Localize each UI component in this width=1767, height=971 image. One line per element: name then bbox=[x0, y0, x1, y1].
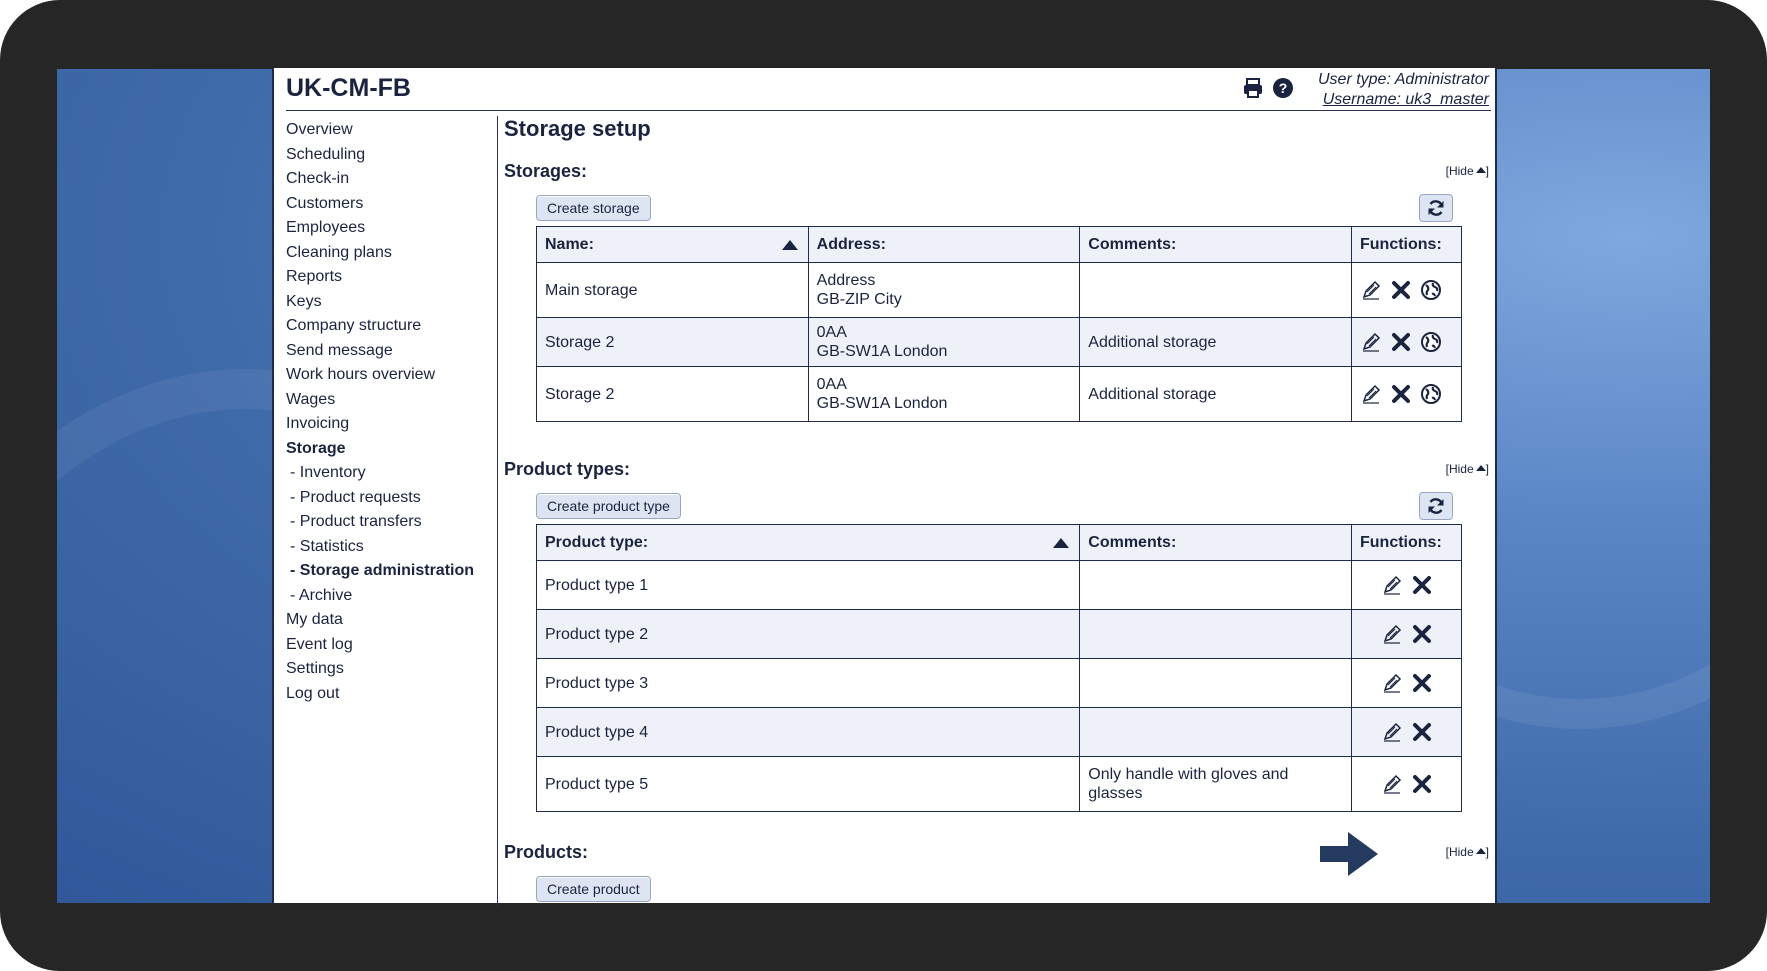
refresh-icon bbox=[1426, 198, 1446, 218]
caret-up-icon bbox=[1476, 465, 1486, 471]
sort-ascending-icon bbox=[1053, 538, 1069, 548]
sidebar-item-event-log[interactable]: Event log bbox=[286, 635, 353, 653]
product-type-name: Product type 3 bbox=[537, 659, 1080, 708]
delete-x-icon[interactable] bbox=[1411, 623, 1433, 645]
edit-pencil-icon[interactable] bbox=[1360, 331, 1382, 353]
sidebar-item-employees[interactable]: Employees bbox=[286, 219, 366, 236]
sort-ascending-icon bbox=[782, 240, 798, 250]
sidebar-item-storage-administration[interactable]: - Storage administration bbox=[290, 562, 475, 579]
sidebar-item-check-in[interactable]: Check-in bbox=[286, 170, 350, 187]
storage-address: 0AA GB-SW1A London bbox=[808, 367, 1080, 422]
edit-pencil-icon[interactable] bbox=[1360, 383, 1382, 405]
sidebar-item-wages[interactable]: Wages bbox=[286, 390, 336, 408]
product-type-comments: Only handle with gloves and glasses bbox=[1080, 757, 1352, 812]
product-type-name: Product type 5 bbox=[537, 757, 1080, 812]
create-storage-button[interactable]: Create storage bbox=[536, 195, 651, 221]
storage-comments bbox=[1080, 263, 1352, 318]
caret-up-icon bbox=[1476, 848, 1486, 854]
table-row bbox=[537, 367, 1462, 422]
column-header-functions: Functions: bbox=[1352, 525, 1462, 561]
product-type-comments bbox=[1080, 610, 1352, 659]
product-type-name: Product type 1 bbox=[537, 561, 1080, 610]
sidebar-item-archive[interactable]: - Archive bbox=[290, 586, 353, 604]
storages-table bbox=[536, 226, 1462, 422]
sidebar-item-log-out[interactable]: Log out bbox=[286, 684, 340, 702]
create-product-button[interactable]: Create product bbox=[536, 876, 651, 902]
sidebar-item-product-transfers[interactable]: - Product transfers bbox=[290, 513, 422, 530]
edit-pencil-icon[interactable] bbox=[1381, 574, 1403, 596]
row-functions bbox=[1352, 659, 1462, 708]
storage-address: Address GB-ZIP City bbox=[808, 263, 1080, 318]
delete-x-icon[interactable] bbox=[1411, 672, 1433, 694]
row-functions bbox=[1352, 708, 1462, 757]
sidebar-item-scheduling[interactable]: Scheduling bbox=[286, 145, 366, 163]
table-row bbox=[537, 318, 1462, 367]
delete-x-icon[interactable] bbox=[1411, 721, 1433, 743]
row-functions bbox=[1352, 263, 1462, 318]
edit-pencil-icon[interactable] bbox=[1381, 672, 1403, 694]
sidebar-item-my-data[interactable]: My data bbox=[286, 611, 343, 628]
table-row bbox=[537, 659, 1462, 708]
edit-pencil-icon[interactable] bbox=[1360, 279, 1382, 301]
user-type: User type: Administrator bbox=[1317, 71, 1489, 88]
storages-heading: Storages: bbox=[504, 161, 588, 181]
edit-pencil-icon[interactable] bbox=[1381, 623, 1403, 645]
delete-x-icon[interactable] bbox=[1411, 574, 1433, 596]
row-functions bbox=[1352, 561, 1462, 610]
sidebar-item-cleaning-plans[interactable]: Cleaning plans bbox=[286, 243, 392, 261]
sidebar-nav bbox=[286, 118, 491, 706]
svg-text:?: ? bbox=[1278, 80, 1288, 96]
globe-icon[interactable] bbox=[1420, 383, 1442, 405]
sidebar-item-send-message[interactable]: Send message bbox=[286, 341, 393, 359]
page-title: Storage setup bbox=[504, 116, 651, 141]
row-functions bbox=[1352, 757, 1462, 812]
table-row bbox=[537, 708, 1462, 757]
globe-icon[interactable] bbox=[1420, 279, 1442, 301]
product-types-hide-link[interactable]: [Hide ] bbox=[1445, 462, 1489, 476]
storage-name: Main storage bbox=[537, 263, 809, 318]
column-header-functions: Functions: bbox=[1352, 227, 1462, 263]
row-functions bbox=[1352, 610, 1462, 659]
edit-pencil-icon[interactable] bbox=[1381, 773, 1403, 795]
product-types-table bbox=[536, 524, 1462, 812]
column-header-name[interactable]: Name: bbox=[537, 227, 809, 263]
table-row bbox=[537, 610, 1462, 659]
product-type-comments bbox=[1080, 708, 1352, 757]
storage-address: 0AA GB-SW1A London bbox=[808, 318, 1080, 367]
sidebar-item-work-hours-overview[interactable]: Work hours overview bbox=[286, 366, 436, 383]
row-functions bbox=[1352, 367, 1462, 422]
hide-label: [Hide bbox=[1445, 462, 1474, 476]
column-header-comments: Comments: bbox=[1080, 525, 1352, 561]
sidebar-item-overview[interactable]: Overview bbox=[286, 121, 353, 138]
printer-icon[interactable] bbox=[1242, 77, 1264, 99]
product-types-refresh-button[interactable] bbox=[1419, 492, 1453, 520]
help-icon[interactable] bbox=[1272, 77, 1294, 99]
product-type-comments bbox=[1080, 561, 1352, 610]
caret-up-icon bbox=[1476, 167, 1486, 173]
delete-x-icon[interactable] bbox=[1390, 279, 1412, 301]
sidebar-item-company-structure[interactable]: Company structure bbox=[286, 317, 422, 334]
column-header-product-type[interactable]: Product type: bbox=[537, 525, 1080, 561]
products-heading: Products: bbox=[504, 842, 589, 862]
sidebar-item-invoicing[interactable]: Invoicing bbox=[286, 415, 350, 432]
globe-icon[interactable] bbox=[1420, 331, 1442, 353]
sidebar-item-settings[interactable]: Settings bbox=[286, 660, 344, 677]
product-type-name: Product type 2 bbox=[537, 610, 1080, 659]
product-type-comments bbox=[1080, 659, 1352, 708]
delete-x-icon[interactable] bbox=[1390, 383, 1412, 405]
sidebar-item-storage[interactable]: Storage bbox=[286, 439, 346, 457]
sidebar-item-product-requests[interactable]: - Product requests bbox=[290, 488, 421, 506]
sidebar-item-inventory[interactable]: - Inventory bbox=[290, 464, 366, 481]
storages-hide-link[interactable]: [Hide ] bbox=[1445, 164, 1489, 178]
edit-pencil-icon[interactable] bbox=[1381, 721, 1403, 743]
column-header-comments: Comments: bbox=[1080, 227, 1352, 263]
header-icons bbox=[1242, 77, 1294, 99]
delete-x-icon[interactable] bbox=[1411, 773, 1433, 795]
column-header-address: Address: bbox=[808, 227, 1080, 263]
products-hide-link[interactable]: [Hide ] bbox=[1445, 845, 1489, 859]
username-link[interactable]: Username: uk3_master bbox=[1322, 91, 1489, 108]
refresh-icon bbox=[1426, 496, 1446, 516]
sidebar-item-keys[interactable]: Keys bbox=[286, 292, 322, 310]
table-row bbox=[537, 263, 1462, 318]
storages-refresh-button[interactable] bbox=[1419, 194, 1453, 222]
delete-x-icon[interactable] bbox=[1390, 331, 1412, 353]
app-title: UK-CM-FB bbox=[286, 74, 411, 102]
arrow-right-icon bbox=[1320, 832, 1378, 876]
table-row bbox=[537, 561, 1462, 610]
sidebar-item-reports[interactable]: Reports bbox=[286, 268, 343, 285]
user-info bbox=[1318, 70, 1489, 110]
sidebar-item-statistics[interactable]: - Statistics bbox=[290, 537, 364, 555]
table-row bbox=[537, 757, 1462, 812]
sidebar-item-customers[interactable]: Customers bbox=[286, 194, 364, 212]
storage-name: Storage 2 bbox=[537, 318, 809, 367]
storage-name: Storage 2 bbox=[537, 367, 809, 422]
storage-comments: Additional storage bbox=[1080, 318, 1352, 367]
hide-label: [Hide bbox=[1445, 164, 1474, 178]
sidebar-divider bbox=[497, 116, 498, 906]
storage-comments: Additional storage bbox=[1080, 367, 1352, 422]
product-type-name: Product type 4 bbox=[537, 708, 1080, 757]
create-product-type-button[interactable]: Create product type bbox=[536, 493, 681, 519]
header bbox=[286, 68, 1491, 111]
hide-label: [Hide bbox=[1445, 845, 1474, 859]
app-window bbox=[272, 68, 1497, 903]
row-functions bbox=[1352, 318, 1462, 367]
product-types-heading: Product types: bbox=[504, 459, 631, 479]
